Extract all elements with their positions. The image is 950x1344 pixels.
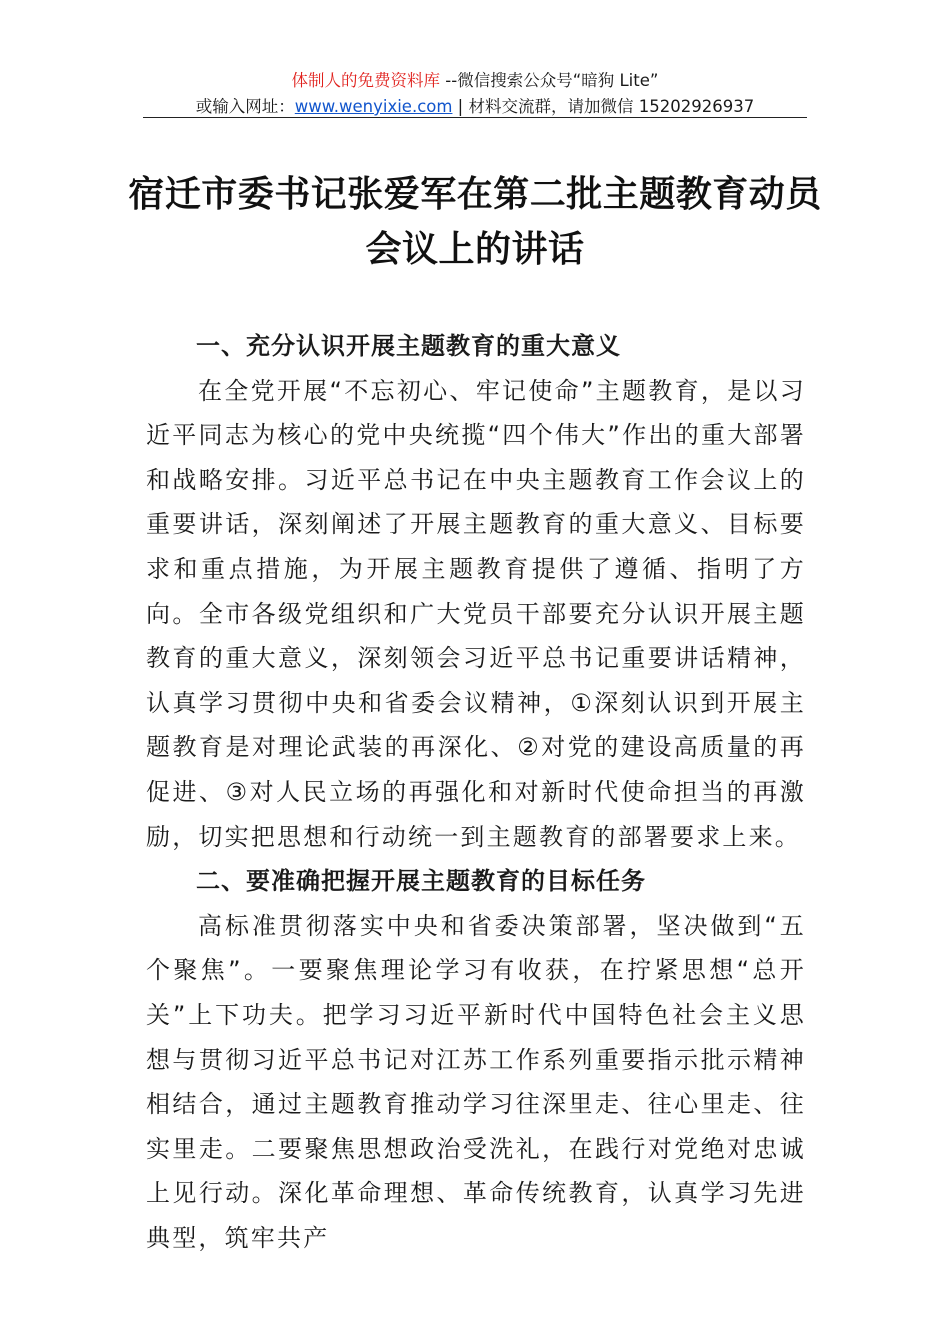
header-url-prefix: 或输入网址： xyxy=(195,97,295,116)
document-body xyxy=(146,324,806,1260)
section-heading-2: 二、要准确把握开展主题教育的目标任务 xyxy=(196,867,646,896)
header-url-link[interactable]: www.wenyixie.com xyxy=(294,97,453,116)
section-paragraph-2: 高标准贯彻落实中央和省委决策部署，坚决做到“五个聚焦”。一要聚焦理论学习有收获，在拧紧思想“总开关”上下功夫。把学习习近平新时代中国特色社会主义思想与贯彻习近平总书记对江苏工作系列重要指示批示精神相结合，通过主题教育推动学习往深里走、往心里走、往实里走。二要聚焦思想政治受洗礼，在践行对党绝对忠诚上见行动。深化革命理想、革命传统教育，认真学习先进典型，筑牢共产 xyxy=(146,911,806,1252)
header-contact: | 材料交流群，请加微信 15202926937 xyxy=(452,97,755,116)
header-tagline: --微信搜索公众号“暗狗 Lite” xyxy=(440,71,659,90)
document-title: 宿迁市委书记张爱军在第二批主题教育动员会议上的讲话 xyxy=(128,173,822,270)
header-divider xyxy=(143,117,807,118)
header-brand: 体制人的免费资料库 xyxy=(291,71,441,90)
header-line-1 xyxy=(143,68,807,94)
section-heading-1: 一、充分认识开展主题教育的重大意义 xyxy=(196,332,621,360)
page-header xyxy=(143,68,807,120)
section-paragraph-1: 在全党开展“不忘初心、牢记使命”主题教育，是以习近平同志为核心的党中央统揽“四个伟大”作出的重大部署和战略安排。习近平总书记在中央主题教育工作会议上的重要讲话，深刻阐述了开展主题教育的重大意义、目标要求和重点措施，为开展主题教育提供了遵循、指明了方向。全市各级党组织和广大党员干部要充分认识开展主题教育的重大意义，深刻领会习近平总书记重要讲话精神，认真学习贯彻中央和省委会议精神，①深刻认识到开展主题教育是对理论武装的再深化、②对党的建设高质量的再促进、③对人民立场的再强化和对新时代使命担当的再激励，切实把思想和行动统一到主题教育的部署要求上来。 xyxy=(146,376,806,851)
